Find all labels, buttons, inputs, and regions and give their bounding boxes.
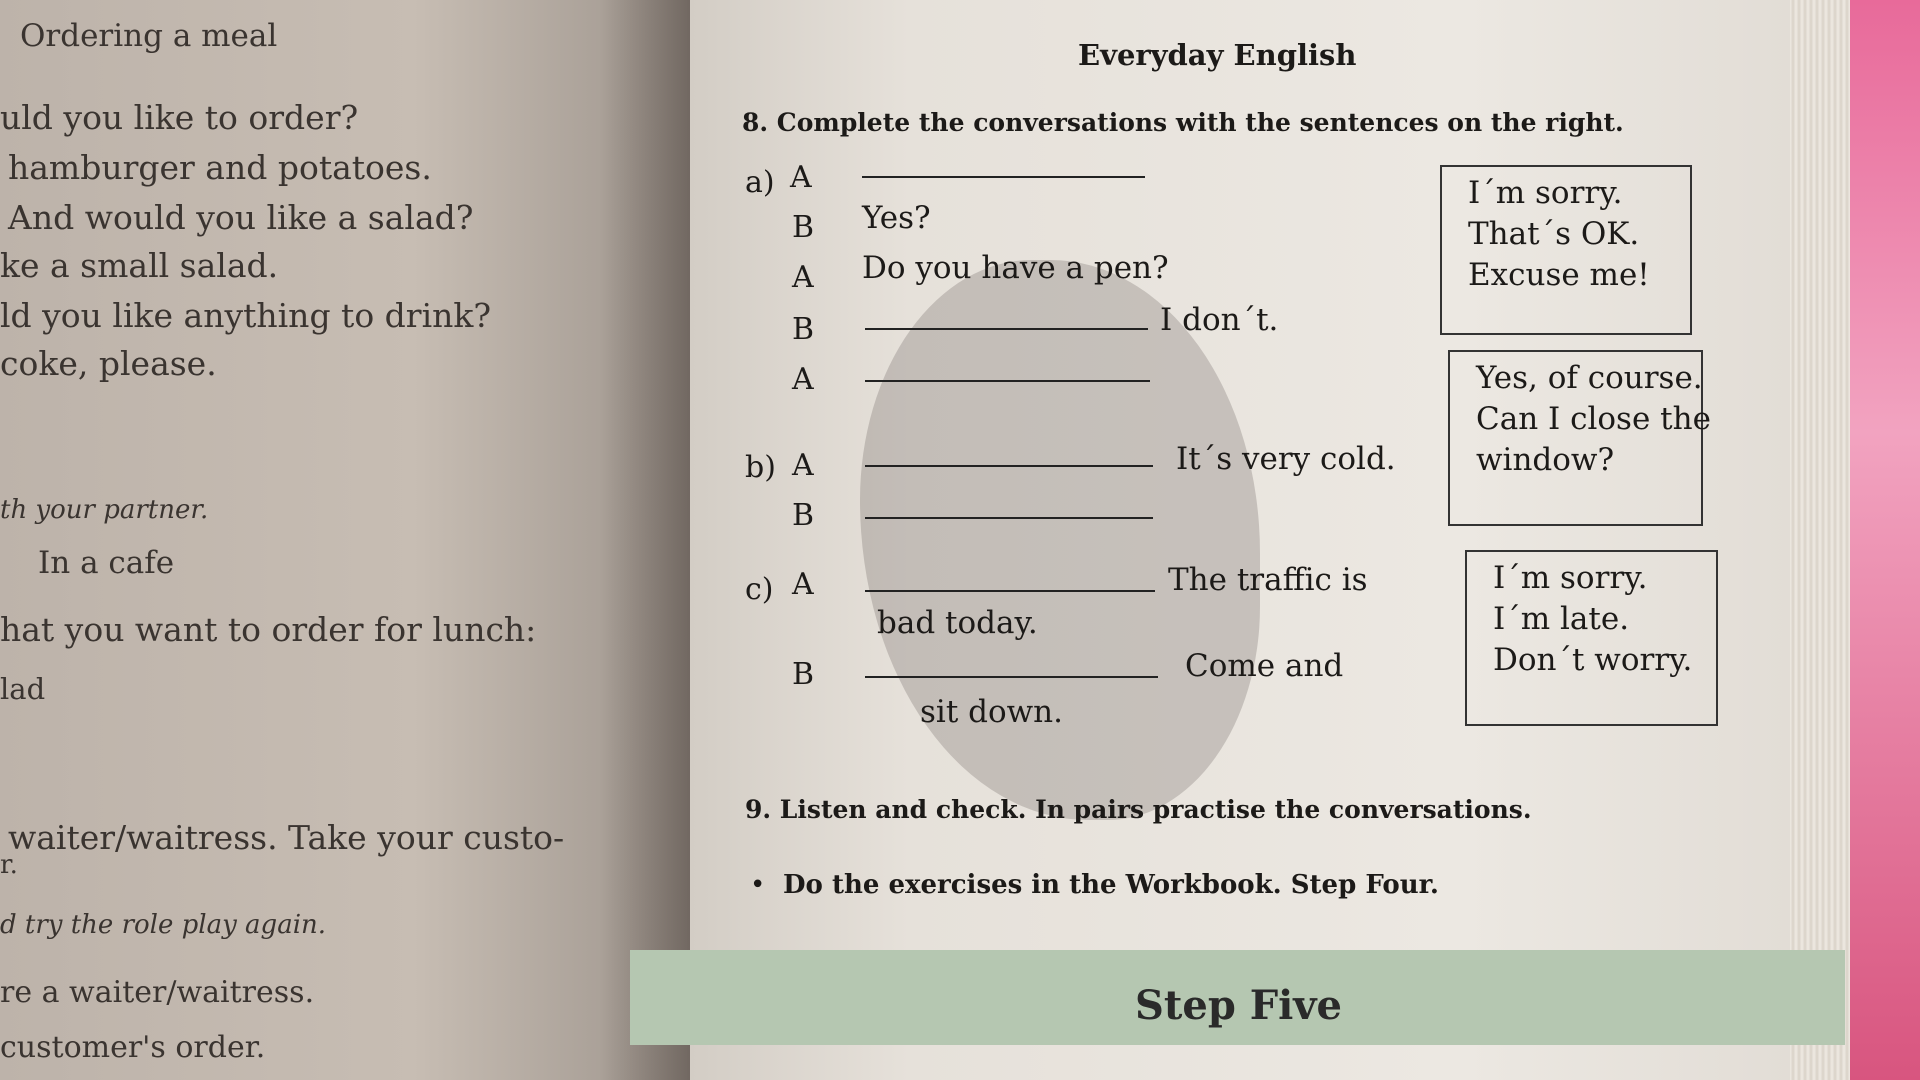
exercise-9-instruction: 9. Listen and check. In pairs practise the conversations. <box>745 795 1532 824</box>
box-1-line-1: I´m sorry. <box>1468 175 1623 211</box>
left-line-3: And would you like a salad? <box>8 198 474 237</box>
sentence-box-3 <box>1465 550 1718 726</box>
step-title: Step Five <box>1135 982 1342 1029</box>
left-waiter-line-3: re a waiter/waitress. <box>0 975 315 1010</box>
tablecloth <box>1850 0 1920 1080</box>
answer-blank <box>865 328 1148 330</box>
conv-a-speaker-2: B <box>792 210 815 245</box>
conv-a-pen: Do you have a pen? <box>862 250 1169 286</box>
box-1-line-2: That´s OK. <box>1468 216 1640 252</box>
conv-c-label: c) <box>745 572 774 607</box>
answer-blank <box>865 465 1153 467</box>
left-waiter-line-2: r. <box>0 850 18 880</box>
conv-c-traffic-1: The traffic is <box>1168 562 1368 598</box>
box-3-line-3: Don´t worry. <box>1493 642 1693 678</box>
conv-a-label: a) <box>745 165 775 200</box>
left-order-line-2: customer's order. <box>0 1030 266 1065</box>
conv-a-speaker-1: A <box>790 160 812 195</box>
page-edge <box>1790 0 1850 1080</box>
left-line-1: uld you like to order? <box>0 98 359 137</box>
left-heading: Ordering a meal <box>20 18 278 54</box>
conv-c-speaker-1: A <box>792 567 814 602</box>
left-line-6: coke, please. <box>0 344 217 383</box>
answer-blank <box>865 676 1158 678</box>
workbook-instruction: Do the exercises in the Workbook. Step Four. <box>783 870 1439 900</box>
conv-b-speaker-1: A <box>792 448 814 483</box>
box-1-line-3: Excuse me! <box>1468 257 1650 293</box>
box-2-line-2: Can I close the <box>1476 401 1711 437</box>
left-line-4: ke a small salad. <box>0 246 279 285</box>
conv-a-speaker-5: A <box>792 362 814 397</box>
conv-a-speaker-4: B <box>792 312 815 347</box>
conv-a-yes: Yes? <box>862 200 931 236</box>
exercise-8-instruction: 8. Complete the conversations with the sentences on the right. <box>742 108 1624 137</box>
box-3-line-1: I´m sorry. <box>1493 560 1648 596</box>
left-partner-line: th your partner. <box>0 495 209 525</box>
sentence-box-2 <box>1448 350 1711 526</box>
answer-blank <box>865 590 1155 592</box>
conv-c-traffic-2: bad today. <box>877 605 1038 641</box>
left-salad-word: lad <box>0 672 46 706</box>
conv-b-cold: It´s very cold. <box>1176 441 1396 477</box>
conv-c-come-2: sit down. <box>920 694 1063 730</box>
left-role-play-line: d try the role play again. <box>0 910 327 940</box>
left-waiter-line-1: waiter/waitress. Take your custo- <box>8 818 565 857</box>
left-page <box>0 0 690 1080</box>
left-line-2: hamburger and potatoes. <box>8 148 432 187</box>
conv-c-speaker-2: B <box>792 657 815 692</box>
answer-blank <box>865 380 1150 382</box>
box-3-line-2: I´m late. <box>1493 601 1630 637</box>
conv-a-dont: I don´t. <box>1160 302 1279 338</box>
left-order-line: hat you want to order for lunch: <box>0 610 537 649</box>
conv-b-label: b) <box>745 450 776 485</box>
section-title: Everyday English <box>1078 38 1357 72</box>
left-cafe-heading: In a cafe <box>38 545 175 581</box>
box-2-line-3: window? <box>1476 442 1615 478</box>
answer-blank <box>862 176 1145 178</box>
answer-blank <box>865 517 1153 519</box>
box-2-line-1: Yes, of course. <box>1476 360 1703 396</box>
conv-c-come-1: Come and <box>1185 648 1344 684</box>
conv-a-speaker-3: A <box>792 260 814 295</box>
left-line-5: ld you like anything to drink? <box>0 296 492 335</box>
sentence-box-1 <box>1440 165 1692 335</box>
bullet: • <box>750 870 766 900</box>
conv-b-speaker-2: B <box>792 498 815 533</box>
